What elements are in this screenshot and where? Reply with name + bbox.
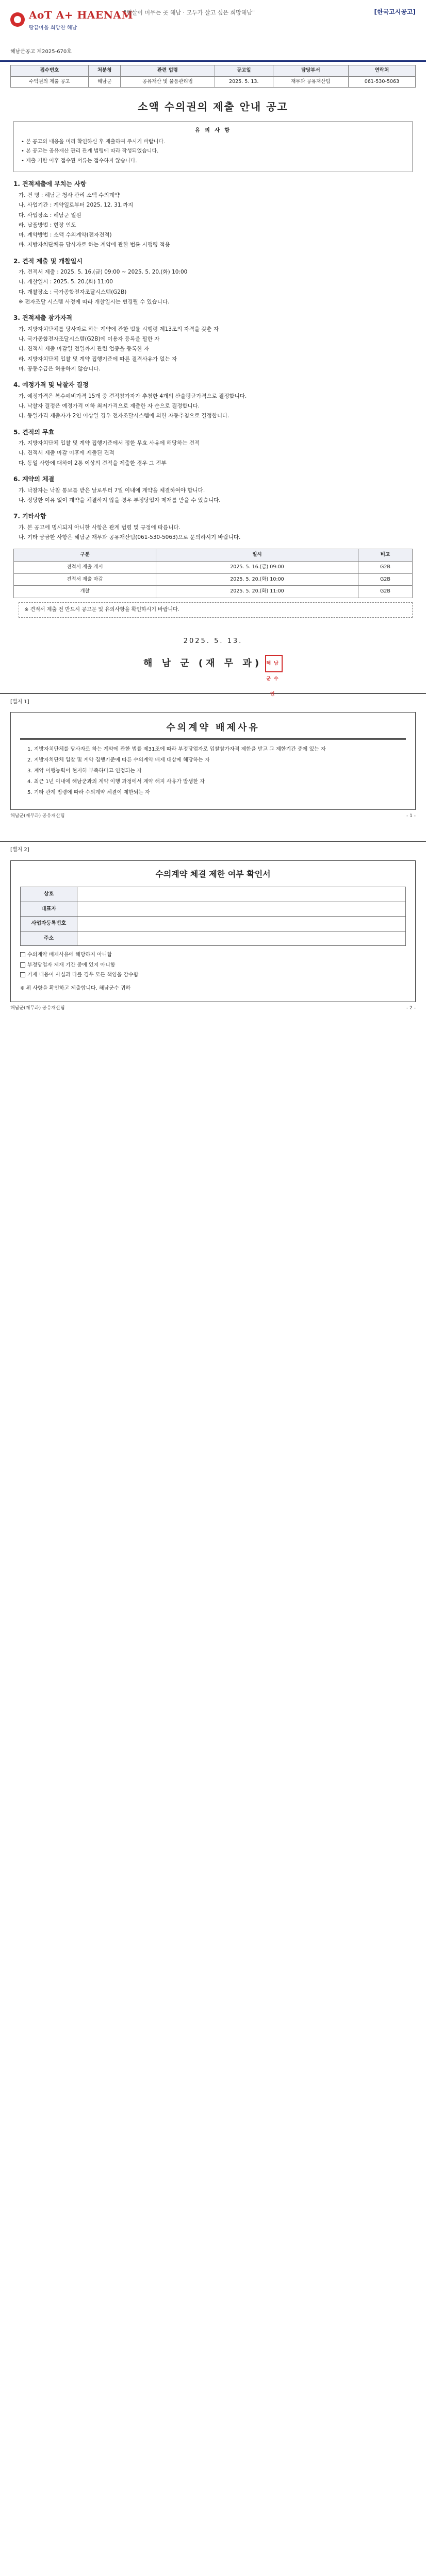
attachment2-label: [별지 2]	[10, 847, 29, 853]
section-line: 라. 납품방법 : 현장 인도	[19, 222, 76, 228]
section-line: 가. 본 공고에 명시되지 아니한 사항은 관계 법령 및 규정에 따릅니다.	[19, 524, 181, 531]
logo-subtitle: 땅끝마을 희망찬 해남	[29, 25, 77, 31]
meta-cell: 수익권의 제출 공고	[11, 76, 89, 88]
section-line: 다. 동일 사항에 대하여 2통 이상의 견적을 제출한 경우 그 전부	[19, 460, 167, 466]
table-row	[21, 917, 406, 931]
schedule-cell: G2B	[358, 573, 412, 586]
divider	[0, 693, 426, 694]
attachment1-title: 수의계약 배제사유	[20, 721, 406, 740]
slogan: "햇살이 머무는 곳 해남 · 모두가 살고 싶은 희망해남"	[124, 9, 255, 16]
meta-header-cell: 담당부서	[273, 65, 348, 77]
notice-section	[13, 380, 413, 420]
form-field-value[interactable]	[77, 902, 406, 917]
section-line: 나. 정당한 이유 없이 계약을 체결하지 않을 경우 부정당업자 제재를 받을 수 있습니다.	[19, 497, 221, 503]
attachment1-line: 5. 기타 관계 법령에 따라 수의계약 체결이 제한되는 자	[27, 790, 150, 796]
meta-header-cell: 접수번호	[11, 65, 89, 77]
caution-item: • 본 공고는 공유재산 관리 관계 법령에 따라 작성되었습니다.	[21, 148, 159, 155]
attachment1-line: 4. 최근 1년 이내에 해남군과의 계약 이행 과정에서 계약 해지 사유가 발생한 자	[27, 779, 205, 785]
meta-cell: 해남군	[88, 76, 120, 88]
page-footer	[10, 1005, 416, 1012]
meta-cell: 공유재산 및 물품관리법	[121, 76, 215, 88]
meta-cell: 2025. 5. 13.	[215, 76, 273, 88]
section-heading: 4. 예정가격 및 낙찰자 결정	[13, 381, 89, 389]
section-line: 나. 기타 궁금한 사항은 해남군 재무과 공유재산팀(061-530-5063)으로 문의하시기 바랍니다.	[19, 534, 241, 540]
meta-header-cell: 관련 법령	[121, 65, 215, 77]
notice-section	[13, 474, 413, 504]
issuer-name: 해 남 군 (재 무 과)	[143, 657, 263, 669]
meta-cell: 재무과 공유재산팀	[273, 76, 348, 88]
schedule-cell: 2025. 5. 16.(금) 09:00	[156, 561, 358, 573]
section-heading: 7. 기타사항	[13, 513, 46, 520]
emblem-icon	[10, 12, 25, 27]
checkbox[interactable]	[20, 972, 25, 977]
checkbox[interactable]	[20, 952, 25, 957]
section-line: 나. 국가종합전자조달시스템(G2B)에 이용자 등록을 필한 자	[19, 336, 160, 343]
attachment1-label: [별지 1]	[10, 699, 29, 705]
section-line: ※ 전자조달 시스템 사정에 따라 개찰일시는 변경될 수 있습니다.	[19, 299, 170, 306]
section-line: 마. 공동수급은 허용하지 않습니다.	[19, 365, 101, 372]
section-line: 라. 지방자치단체 입찰 및 계약 집행기준에 따른 결격사유가 없는 자	[19, 355, 177, 362]
schedule-header-row	[14, 549, 413, 562]
section-line: 나. 개찰일시 : 2025. 5. 20.(화) 11:00	[19, 279, 113, 285]
caution-box	[13, 121, 413, 172]
page-footer-right: - 2 -	[406, 1006, 416, 1011]
notice-sections	[0, 179, 426, 541]
form-field-label: 사업자등록번호	[21, 917, 77, 931]
schedule-cell: 견적서 제출 마감	[14, 573, 156, 586]
schedule-cell: G2B	[358, 561, 412, 573]
section-line: 나. 사업기간 : 계약일로부터 2025. 12. 31.까지	[19, 202, 134, 209]
notice-section	[13, 428, 413, 467]
section-line: 가. 지방자치단체 입찰 및 계약 집행기준에서 정한 무효 사유에 해당하는 견적	[19, 440, 200, 447]
caution-item: • 본 공고의 내용을 미리 확인하신 후 제출하여 주시기 바랍니다.	[21, 139, 166, 145]
form-field-label: 상호	[21, 887, 77, 902]
notice-section	[13, 179, 413, 249]
table-row	[21, 887, 406, 902]
attachment1-lines	[20, 745, 406, 797]
notice-page	[0, 0, 426, 1023]
section-line: 다. 개찰장소 : 국가종합전자조달시스템(G2B)	[19, 289, 127, 295]
section-heading: 1. 견적제출에 부치는 사항	[13, 180, 87, 188]
section-heading: 6. 계약의 체결	[13, 475, 55, 483]
logo-brand: AoT A+ HAENAM	[29, 9, 134, 21]
schedule-cell: 2025. 5. 20.(화) 11:00	[156, 586, 358, 598]
meta-header-cell: 처분청	[88, 65, 120, 77]
checklist-label: 수의계약 배제사유에 해당하지 아니함	[27, 952, 112, 958]
section-heading: 5. 견적의 무효	[13, 428, 55, 436]
table-row	[21, 902, 406, 917]
checkbox[interactable]	[20, 962, 25, 968]
schedule-cell: 개찰	[14, 586, 156, 598]
notice-section	[13, 512, 413, 541]
schedule-cell: 2025. 5. 20.(화) 10:00	[156, 573, 358, 586]
section-line: 나. 낙찰자 결정은 예정가격 이하 최저가격으로 제출한 자 순으로 결정합니다.	[19, 403, 200, 410]
table-row	[14, 573, 413, 586]
section-line: 나. 견적서 제출 마감 이후에 제출된 견적	[19, 450, 114, 456]
notice-number: 해남군공고 제2025-670호	[10, 48, 72, 55]
checklist-item	[20, 961, 406, 970]
section-line: 가. 견적서 제출 : 2025. 5. 16.(금) 09:00 ~ 2025. 5. 20.(화) 10:00	[19, 269, 188, 276]
section-line: 마. 계약방법 : 소액 수의계약(전자견적)	[19, 232, 112, 239]
page-footer-left: 해남군(재무과) 공유재산팀	[10, 1006, 65, 1011]
meta-header-cell: 공고일	[215, 65, 273, 77]
section-line: 가. 건 명 : 해남군 청사 관리 소액 수의계약	[19, 192, 120, 199]
form-field-label: 대표자	[21, 902, 77, 917]
caution-item: • 제출 기한 이후 접수된 서류는 접수하지 않습니다.	[21, 158, 137, 164]
meta-header-cell: 연락처	[348, 65, 415, 77]
checklist-item	[20, 951, 406, 959]
section-line: 바. 지방자치단체를 당사자로 하는 계약에 관한 법률 시행령 적용	[19, 242, 170, 248]
section-line: 가. 예정가격은 복수예비가격 15개 중 견적참가자가 추첨한 4개의 산술평균가격으로 결정합니다.	[19, 393, 247, 399]
schedule-cell: 견적서 제출 개시	[14, 561, 156, 573]
form-field-label: 주소	[21, 931, 77, 946]
checklist-label: 기재 내용이 사실과 다를 경우 모든 책임을 감수함	[27, 972, 139, 978]
schedule-header-cell: 일시	[156, 549, 358, 562]
divider	[0, 841, 426, 842]
section-line: 다. 동일가격 제출자가 2인 이상일 경우 전자조달시스템에 의한 자동추첨으로 결정합니다.	[19, 413, 230, 419]
official-seal: 해남군수인	[265, 655, 283, 672]
section-line: 가. 지방자치단체를 당사자로 하는 계약에 관한 법률 시행령 제13조의 자격을 갖춘 자	[19, 326, 219, 332]
attachment2	[10, 860, 416, 1003]
schedule-cell: G2B	[358, 586, 412, 598]
attachment2-footnote: ※ 위 사항을 확인하고 제출합니다. 해남군수 귀하	[20, 985, 131, 991]
issuer	[0, 655, 426, 697]
table-row	[14, 561, 413, 573]
attachment1-line: 3. 계약 이행능력이 현저히 부족하다고 인정되는 자	[27, 768, 142, 774]
schedule-section	[13, 549, 413, 598]
section-line: 다. 사업장소 : 해남군 일원	[19, 212, 81, 218]
attachment1-footer-right: - 1 -	[406, 814, 416, 819]
form-field-value[interactable]	[77, 887, 406, 902]
notice-date: 2025. 5. 13.	[183, 637, 243, 645]
notice-section	[13, 257, 413, 307]
notice-title: 소액 수의권의 제출 안내 공고	[138, 100, 288, 113]
schedule-header-cell: 구분	[14, 549, 156, 562]
meta-table	[10, 65, 416, 88]
attachment2-table	[20, 887, 406, 946]
checklist-label: 부정당업자 제재 기간 중에 있지 아니함	[27, 962, 116, 968]
notice-section	[13, 313, 413, 373]
table-row	[21, 931, 406, 946]
section-heading: 2. 견적 제출 및 개찰일시	[13, 257, 83, 265]
caution-list	[21, 138, 405, 165]
form-field-value[interactable]	[77, 931, 406, 946]
callout-note: ※ 견적서 제출 전 반드시 공고문 및 유의사항을 확인하시기 바랍니다.	[19, 602, 413, 618]
table-row	[14, 586, 413, 598]
schedule-table	[13, 549, 413, 598]
schedule-header-cell: 비고	[358, 549, 412, 562]
letterhead	[0, 0, 426, 62]
attachment1-line: 1. 지방자치단체를 당사자로 하는 계약에 관한 법률 제31조에 따라 부정당업자로 입찰참가자격 제한을 받고 그 제한기간 중에 있는 자	[27, 747, 326, 753]
meta-cell: 061-530-5063	[348, 76, 415, 88]
section-line: 다. 견적서 제출 마감일 전일까지 관련 업종을 등록한 자	[19, 346, 150, 352]
attachment1	[10, 712, 416, 810]
section-line: 가. 낙찰자는 낙찰 통보를 받은 날로부터 7일 이내에 계약을 체결하여야 합니다.	[19, 487, 205, 494]
form-field-value[interactable]	[77, 917, 406, 931]
caution-title: 유 의 사 항	[194, 128, 232, 134]
attachment1-footer	[10, 813, 416, 820]
doc-type-label: [한국고시공고]	[374, 8, 416, 15]
attachment1-line: 2. 지방자치단체 입찰 및 계약 집행기준에 따른 수의계약 배제 대상에 해당하는 자	[27, 757, 210, 764]
attachment1-footer-left: 해남군(재무과) 공유재산팀	[10, 814, 65, 819]
attachment2-checklist	[20, 951, 406, 979]
checklist-item	[20, 971, 406, 979]
attachment2-title: 수의계약 체결 제한 여부 확인서	[155, 869, 271, 879]
section-heading: 3. 견적제출 참가자격	[13, 314, 73, 322]
